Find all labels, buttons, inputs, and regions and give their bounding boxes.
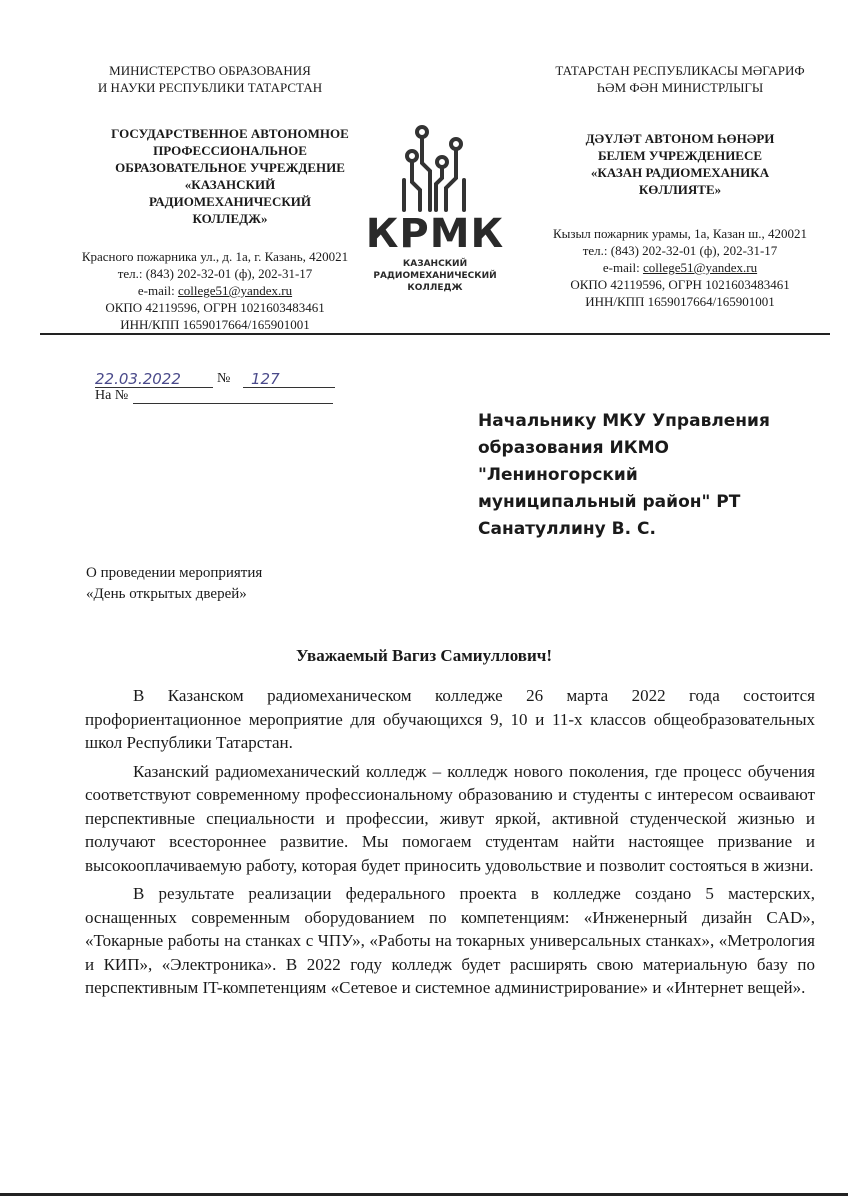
left-contacts bbox=[50, 248, 380, 333]
left-email-link[interactable]: college51@yandex.ru bbox=[177, 283, 293, 298]
left-ministry-title bbox=[60, 62, 360, 96]
logo-acronym: КРМК bbox=[365, 211, 505, 257]
body-paragraph: В результате реализации федерального проекта в колледже создано 5 мастерских, оснащенных современным оборудованием по компетенциям: «Инженерный дизайн CAD», «Токарные работы на станках с ЧПУ», «Работы на токарных универсальных станках», «Метрология и КИП», «Электроника». В 2022 году колледж будет расширять свою материальную базу по перспективным IT-компетенциям «Сетевое и системное администрирование» и «Интернет вещей». bbox=[85, 884, 815, 997]
body-paragraph: Казанский радиомеханический колледж – колледж нового поколения, где процесс обучения соответствуют современному профессиональному образованию и студенты с интересом осваивают перспективные специальности и профессии, живут яркой, активной студенческой жизнью и получают всестороннее развитие. Мы помогаем студентам найти настоящее призвание и высокооплачиваемую работу, которая будет приносить удовольствие и позволит состояться в жизни. bbox=[85, 761, 815, 875]
body-paragraph: В Казанском радиомеханическом колледже 26 марта 2022 года состоится профориентационное мероприятие для обучающихся 9, 10 и 11-х классов общеобразовательных школ Республики Татарстан. bbox=[85, 686, 815, 752]
left-organization-name bbox=[80, 125, 380, 227]
reference-line bbox=[95, 388, 345, 408]
left-ministry-line: МИНИСТЕРСТВО ОБРАЗОВАНИЯ bbox=[109, 63, 311, 78]
logo-subtitle-line: КАЗАНСКИЙ bbox=[402, 259, 468, 269]
bottom-edge-line bbox=[0, 1193, 848, 1196]
addressee-line: Санатуллину В. С. bbox=[478, 519, 656, 539]
letter-subject bbox=[86, 563, 386, 605]
right-ministry-line: ТАТАРСТАН РЕСПУБЛИКАСЫ МӘГАРИФ bbox=[555, 63, 805, 78]
reference-underline bbox=[133, 403, 333, 404]
addressee-line: Начальнику МКУ Управления bbox=[478, 411, 770, 431]
right-email-row bbox=[530, 259, 830, 276]
addressee-line: образования ИКМО bbox=[478, 438, 669, 458]
left-org-line: ГОСУДАРСТВЕННОЕ АВТОНОМНОЕ bbox=[111, 126, 349, 141]
addressee-line: "Лениногорский bbox=[478, 465, 638, 485]
left-email-row bbox=[50, 282, 380, 299]
subject-line: О проведении мероприятия bbox=[86, 565, 263, 581]
right-org-line: КӨЛЛИЯТЕ» bbox=[638, 182, 722, 197]
salutation: Уважаемый Вагиз Самиуллович! bbox=[295, 646, 553, 665]
registration-line bbox=[95, 370, 355, 390]
registration-number: 127 bbox=[251, 370, 280, 388]
right-ministry-line: ҺӘМ ФӘН МИНИСТРЛЫГЫ bbox=[596, 80, 764, 95]
left-phone: тел.: (843) 202-32-01 (ф), 202-31-17 bbox=[117, 266, 313, 281]
logo-subtitle-line: РАДИОМЕХАНИЧЕСКИЙ bbox=[373, 271, 497, 281]
left-org-line: РАДИОМЕХАНИЧЕСКИЙ bbox=[148, 194, 312, 209]
letter-body bbox=[85, 684, 815, 1005]
logo-text bbox=[360, 211, 510, 294]
registration-number-label: № bbox=[217, 371, 231, 386]
right-organization-name bbox=[545, 130, 815, 198]
header-divider bbox=[40, 333, 830, 335]
right-address: Кызыл пожарник урамы, 1а, Казан ш., 420021 bbox=[552, 226, 808, 241]
right-org-line: «КАЗАН РАДИОМЕХАНИКА bbox=[590, 165, 770, 180]
addressee-line: муниципальный район" РТ bbox=[478, 492, 741, 512]
left-org-line: КОЛЛЕДЖ» bbox=[192, 211, 268, 226]
left-inn: ИНН/КПП 1659017664/165901001 bbox=[120, 317, 310, 332]
right-ministry-title bbox=[520, 62, 840, 96]
reference-label: На № bbox=[95, 388, 129, 403]
right-okpo: ОКПО 42119596, ОГРН 1021603483461 bbox=[570, 277, 790, 292]
left-email-label: e-mail: bbox=[137, 283, 178, 298]
right-org-line: ДӘҮЛӘТ АВТОНОМ ҺӨНӘРИ bbox=[585, 131, 775, 146]
right-contacts bbox=[530, 225, 830, 310]
logo-subtitle bbox=[360, 258, 510, 294]
subject-line: «День открытых дверей» bbox=[86, 586, 247, 602]
registration-date: 22.03.2022 bbox=[95, 370, 181, 388]
left-okpo: ОКПО 42119596, ОГРН 1021603483461 bbox=[105, 300, 325, 315]
right-email-link[interactable]: college51@yandex.ru bbox=[642, 260, 758, 275]
addressee-block bbox=[478, 408, 808, 543]
left-org-line: «КАЗАНСКИЙ bbox=[184, 177, 276, 192]
left-ministry-line: И НАУКИ РЕСПУБЛИКИ ТАТАРСТАН bbox=[97, 80, 323, 95]
right-org-line: БЕЛЕМ УЧРЕЖДЕНИЕСЕ bbox=[597, 148, 763, 163]
logo-subtitle-line: КОЛЛЕДЖ bbox=[407, 283, 463, 293]
right-phone: тел.: (843) 202-32-01 (ф), 202-31-17 bbox=[582, 243, 778, 258]
left-org-line: ОБРАЗОВАТЕЛЬНОЕ УЧРЕЖДЕНИЕ bbox=[115, 160, 345, 175]
left-address: Красного пожарника ул., д. 1а, г. Казань, 420021 bbox=[81, 249, 349, 264]
left-org-line: ПРОФЕССИОНАЛЬНОЕ bbox=[153, 143, 307, 158]
right-email-label: e-mail: bbox=[602, 260, 643, 275]
right-inn: ИНН/КПП 1659017664/165901001 bbox=[585, 294, 775, 309]
